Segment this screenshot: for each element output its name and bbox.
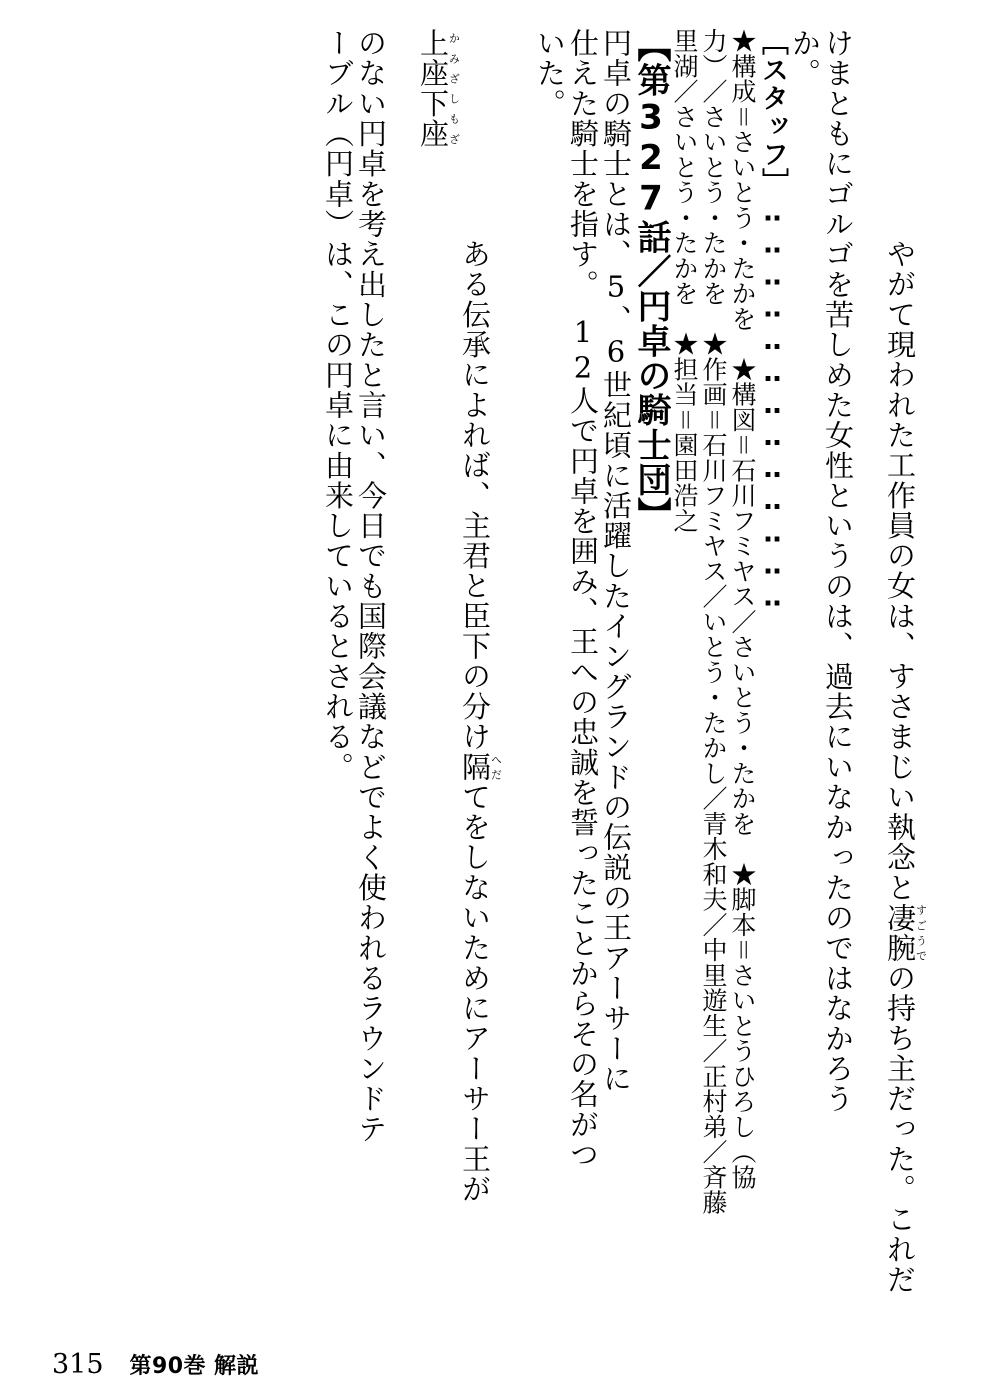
text-column: いた。: [533, 28, 567, 119]
text-column: 仕えた騎士を指す。 12人で円卓を囲み、王への忠誠を誓ったことからその名がつ: [566, 28, 600, 1170]
text-line: やがて現われた工作員の女は、すさまじい執念と: [883, 238, 917, 903]
page-number: 315: [52, 1349, 104, 1380]
text-column: [389, 28, 531, 1320]
staff-credit-column: ★構成＝さいとう・たかを ★構図＝石川フミヤス／さいとう・たかを ★脚本＝さいとうひろし（協: [728, 28, 757, 1190]
vertical-text-body: [38, 28, 956, 1328]
staff-section-label: ［スタッフ］‥‥‥‥‥‥‥‥‥‥‥‥‥: [757, 28, 788, 614]
page-footer: [52, 1349, 259, 1380]
text-column: [856, 28, 956, 1320]
ruby-kamizashimoza: 上座下座かみざしもざ: [416, 28, 461, 149]
text-column: か。: [788, 28, 822, 89]
chapter-heading: 【第327話／円卓の騎士団】: [631, 28, 671, 532]
text-column: のない円卓を考え出したと言い、今日でも国際会議などでよく使われるラウンドテ: [354, 28, 388, 1144]
text-line: の持ち主だった。これだ: [883, 962, 917, 1295]
ruby-sugoude: 凄腕すごうで: [883, 902, 928, 963]
text-column: ーブル（円卓）は、この円卓に由来しているとされる。: [321, 28, 355, 782]
staff-credit-column: 里湖／さいとう・たかを ★担当＝園田浩之: [670, 28, 699, 533]
text-line: てをしないためにアーサー王が: [458, 781, 492, 1205]
text-column: 円卓の騎士とは、5、6世紀頃に活躍したイングランドの伝説の王アーサーに: [599, 28, 633, 1094]
footer-volume-title: 第90巻 解説: [129, 1354, 259, 1379]
text-line: ある伝承によれば、主君と臣下の分け: [458, 238, 492, 752]
ruby-hedate: 隔へだ: [458, 751, 503, 782]
staff-credit-column: 力）／さいとう・たかを ★作画＝石川フミヤス／いとう・たかし／青木和夫／中里遊生／正村弟／斉藤: [699, 28, 728, 1215]
text-column: けまともにゴルゴを苦しめた女性というのは、過去にいなかったのではなかろう: [821, 28, 855, 1114]
